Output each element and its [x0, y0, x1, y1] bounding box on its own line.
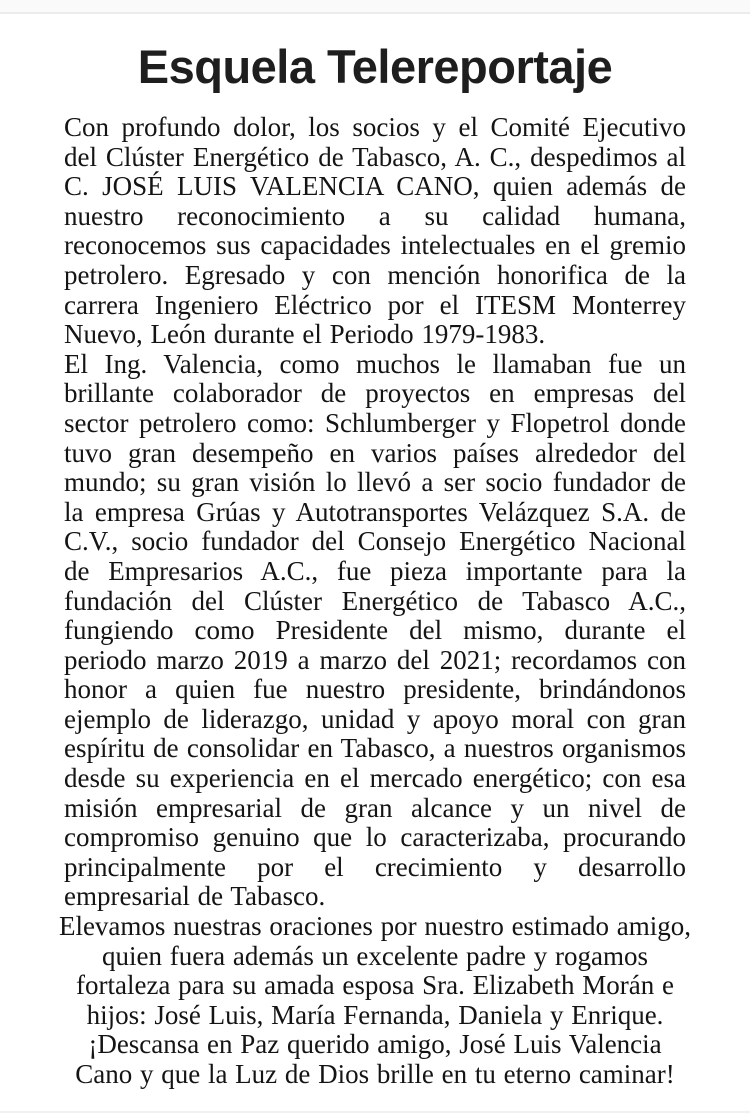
paragraph-farewell: ¡Descansa en Paz querido amigo, José Luis Valencia Cano y que la Luz de Dios brille en tu eterno caminar!: [75, 1029, 675, 1089]
paragraph-condolences: Elevamos nuestras oraciones por nuestro estimado amigo, quien fuera además un excelente padre y rogamos fortaleza para su amada esposa Sra. Elizabeth Morán e hijos: José Luis, María Fernanda, Daniela y Enrique.: [58, 911, 692, 1030]
paragraph-biography: El Ing. Valencia, como muchos le llamaban fue un brillante colaborador de proyectos en empresas del sector petrolero como: Schlumberger y Flopetrol donde tuvo gran desempeño en varios países alrededor del mundo; su gran visión lo llevó a ser socio fundador de la empresa Grúas y Autotransportes Velázquez S.A. de C.V., socio fundador del Consejo Energético Nacional de Empresarios A.C., fue pieza importante para la fundación del Clúster Energético de Tabasco A.C., fungiendo como Presidente del mismo, durante el periodo marzo 2019 a marzo del 2021; recordamos con honor a quien fue nuestro presidente, brindándonos ejemplo de liderazgo, unidad y apoyo moral con gran espíritu de consolidar en Tabasco, a nuestros organismos desde su experiencia en el mercado energético; con esa misión empresarial de gran alcance y un nivel de compromiso genuino que lo caracterizaba, procurando principalmente por el crecimiento y desarrollo empresarial de Tabasco.: [64, 348, 686, 912]
obituary-body: [0, 113, 750, 1090]
paragraph-introduction: Con profundo dolor, los socios y el Comité Ejecutivo del Clúster Energético de Tabasco, A. C., despedimos al C. JOSÉ LUIS VALENCIA CANO, quien además de nuestro reconocimiento a su calidad humana, reconocemos sus capacidades intelectuales en el gremio petrolero. Egresado y con mención honorifica de la carrera Ingeniero Eléctrico por el ITESM Monterrey Nuevo, León durante el Periodo 1979-1983.: [64, 112, 686, 350]
top-divider: [0, 0, 750, 14]
page-title: Esquela Telereportaje: [137, 40, 613, 93]
